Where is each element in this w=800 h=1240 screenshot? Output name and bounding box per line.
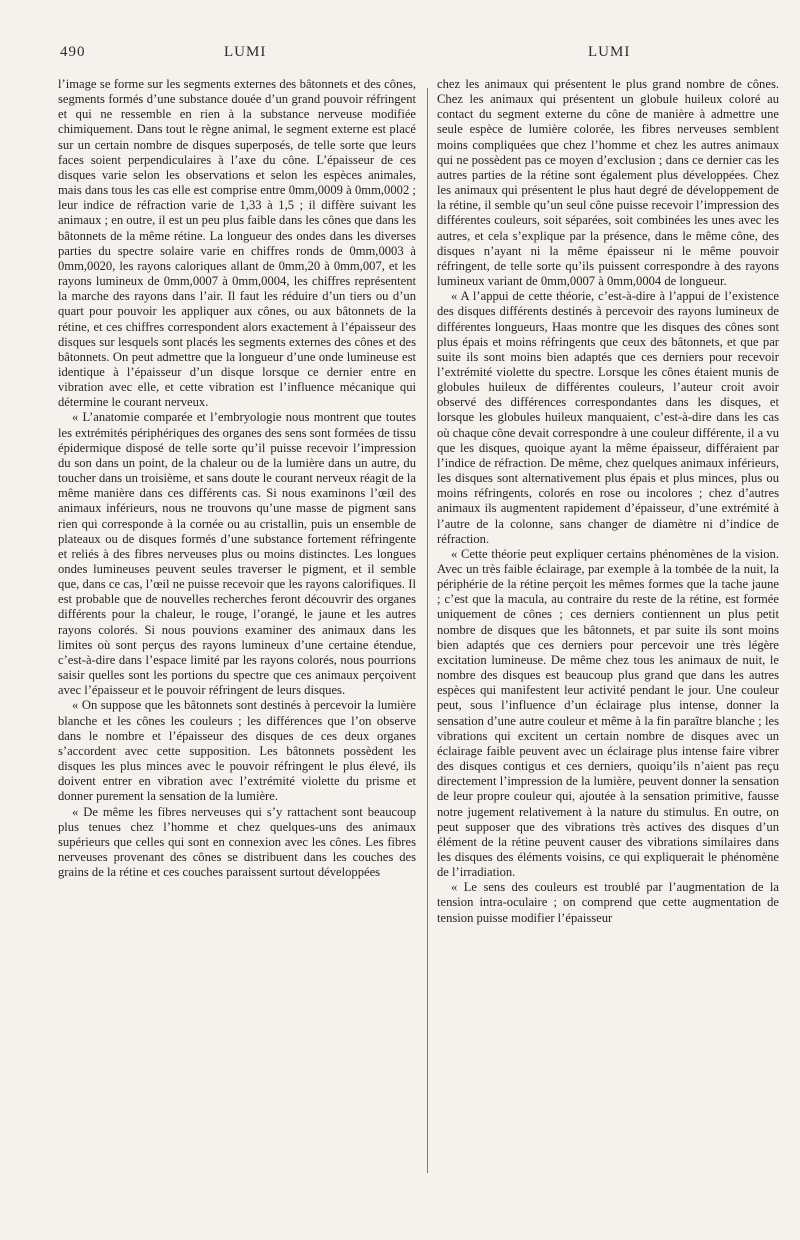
left-column xyxy=(58,77,416,880)
running-head-left: LUMI xyxy=(224,44,267,60)
paragraph: « De même les fibres nerveuses qui s’y rattachent sont beaucoup plus tenues chez l’homme et chez quelques-uns des animaux supérieurs que celles qui sont en connexion avec les cônes. Les fibres nerveuses provenant des cônes se distribuent dans les couches des grains de la rétine et ces couches paraissent surtout développées xyxy=(58,804,416,880)
paragraph: l’image se forme sur les segments externes des bâtonnets et des cônes, segments formés d’une substance douée d’un grand pouvoir réfringent et qui ne ressemble en rien à la substance nerveuse modifiée chimiquement. Dans tout le règne animal, le segment externe est placé sur un certain nombre de disques superposés, de telle sorte que leurs faces soient perpendiculaires à l’axe du cône. L’épaisseur de ces disques varie selon les observations et selon les espèces animales, mais dans tous les cas elle est comprise entre 0mm,0009 à 0mm,0002 ; leur indice de réfraction varie de 1,33 à 1,5 ; il diffère suivant les animaux ; en outre, il est un peu plus faible dans les cônes que dans les bâtonnets de la même rétine. La longueur des ondes dans les diverses parties du spectre solaire varie en chiffres ronds de 0mm,0003 à 0mm,0020, les rayons caloriques allant de 0mm,20 à 0mm,007, et les rayons lumineux de 0mm,0007 à 0mm,0004, les chiffres représentent la marche des rayons dans l’air. Il faut les réduire d’un tiers ou d’un quart pour pouvoir les appliquer aux cônes, ou aux bâtonnets de la rétine, et ces chiffres correspondent alors exactement à l’épaisseur des disques sur lesquels sont placés les segments externes des cônes et des bâtonnets. On peut admettre que la longueur d’une onde lumineuse est identique à l’épaisseur d’un disque lorsque ce dernier entre en vibration avec elle, et cette vibration est l’influence mécanique qui détermine le courant nerveux. xyxy=(58,77,416,410)
column-divider xyxy=(427,88,428,1173)
paragraph: chez les animaux qui présentent le plus grand nombre de cônes. Chez les animaux qui présentent un globule huileux coloré au contact du segment externe du cône de manière à admettre une seule espèce de lumière colorée, les fibres nerveuses semblent moins compliquées que chez l’homme et chez les autres animaux qui ne possèdent pas ce moyen d’exclusion ; dans ce dernier cas les autres parties de la rétine sont également plus développées. Chez les animaux qui présentent le plus haut degré de développement de la rétine, il semble qu’un seul cône puisse recevoir l’impression des différentes couleurs, soit séparées, soit combinées les unes avec les autres, et cela s’explique par la présence, dans le même cône, des disques n’ayant ni la même épaisseur ni le même pouvoir réfringent, de telle sorte qu’ils puissent correspondre à des rayons lumineux variant de 0mm,0007 à 0mm,0004 de longueur. xyxy=(437,77,779,289)
paragraph: « Le sens des couleurs est troublé par l’augmentation de la tension intra-oculaire ; on comprend que cette augmentation de tension puisse modifier l’épaisseur xyxy=(437,880,779,925)
running-head-right: LUMI xyxy=(588,44,631,60)
page-number: 490 xyxy=(60,44,86,60)
paragraph: « Cette théorie peut expliquer certains phénomènes de la vision. Avec un très faible éclairage, par exemple à la tombée de la nuit, la périphérie de la rétine perçoit les mêmes formes que la tache jaune ; c’est que la macula, au contraire du reste de la rétine, est formée uniquement de cônes ; ces derniers contiennent un plus petit nombre de disques que les bâtonnets, et par suite ils sont moins bien adaptés que ces derniers pour percevoir une très légère excitation lumineuse. De même chez tous les animaux de nuit, le nombre des disques est beaucoup plus grand que dans les autres espèces qui manifestent leur activité pendant le jour. Une couleur peut, sous l’influence d’un éclairage plus intense, donner la sensation d’une autre couleur et même à la fin paraître blanche ; les vibrations qui excitent un certain nombre de disques avec un éclairage faible peuvent avec un éclairage plus intense faire vibrer des disques contigus et ces derniers, quoiqu’ils n’aient pas reçu directement l’impression de la lumière, peuvent donner la sensation de leur propre couleur qui, ajoutée à la sensation primitive, fausse notre jugement relativement à la nature du stimulus. En outre, on peut supposer que des vibrations très actives des disques d’un élément de la rétine peuvent causer des vibrations similaires dans les disques des éléments voisins, ce qui expliquerait le phénomène de l’irradiation. xyxy=(437,546,779,880)
paragraph: « L’anatomie comparée et l’embryologie nous montrent que toutes les extrémités périphériques des organes des sens sont formées de tissu épidermique disposé de telle sorte qu’il puisse recevoir l’impression du son dans un point, de la chaleur ou de la lumière dans un autre, du toucher dans un troisième, et sans doute le courant nerveux réagit de la même manière dans ces différents cas. Si nous examinons l’œil des animaux inférieurs, nous ne trouvons qu’une masse de pigment sans rien qui corresponde à la cornée ou au cristallin, puis un ensemble de plateaux ou de disques formés d’une substance fortement réfringente et reliés à des fibres nerveuses plus ou moins distinctes. Les longues ondes lumineuses peuvent seules traverser le pigment, et il semble que, dans ce cas, l’œil ne puisse recevoir que les rayons calorifiques. Il est probable que de nouvelles recherches feront découvrir des organes différents pour la chaleur, le rouge, l’orangé, le jaune et les autres rayons colorés. Si nous pouvions examiner des animaux dans les limites où sont perçus des rayons lumineux d’une certaine étendue, c’est-à-dire dans l’espace limité par les rayons colorés, nous pourrions saisir quelles sont les portions du spectre que ces animaux perçoivent avec l’épaisseur et le pouvoir réfringent de leurs disques. xyxy=(58,410,416,698)
right-column xyxy=(437,77,779,926)
paragraph: « On suppose que les bâtonnets sont destinés à percevoir la lumière blanche et les cônes les couleurs ; les différences que l’on observe dans le nombre et l’épaisseur des disques de ces deux organes s’accordent avec cette supposition. Les bâtonnets possèdent les disques les plus minces avec le pouvoir réfringent le plus élevé, ils doivent entrer en vibration avec l’extrémité violette du prisme et donner purement la sensation de la lumière. xyxy=(58,698,416,804)
paragraph: « A l’appui de cette théorie, c’est-à-dire à l’appui de l’existence des disques différents destinés à percevoir des rayons lumineux de différentes longueurs, Haas montre que les disques des cônes sont plus épais et moins réfringents que ceux des bâtonnets, et que par suite ils sont moins bien adaptés que ces derniers pour recevoir l’extrémité violette du spectre. Lorsque les cônes étaient munis de globules huileux de différentes couleurs, l’auteur croit avoir observé des différences correspondantes dans les disques, et lorsque les globules huileux manquaient, c’est-à-dire dans les cas où chaque cône devait correspondre à une couleur différente, il a vu que les disques, quoique ayant la même épaisseur, différaient par l’indice de réfraction. De même, chez quelques animaux inférieurs, les disques sont alternativement plus épais et plus minces, plus ou moins réfringents, colorés en rose ou incolores ; chez d’autres animaux ils augmentent rapidement d’épaisseur, d’une extrémité à l’autre de la colonne, sans changer de diamètre ni d’indice de réfraction. xyxy=(437,289,779,546)
